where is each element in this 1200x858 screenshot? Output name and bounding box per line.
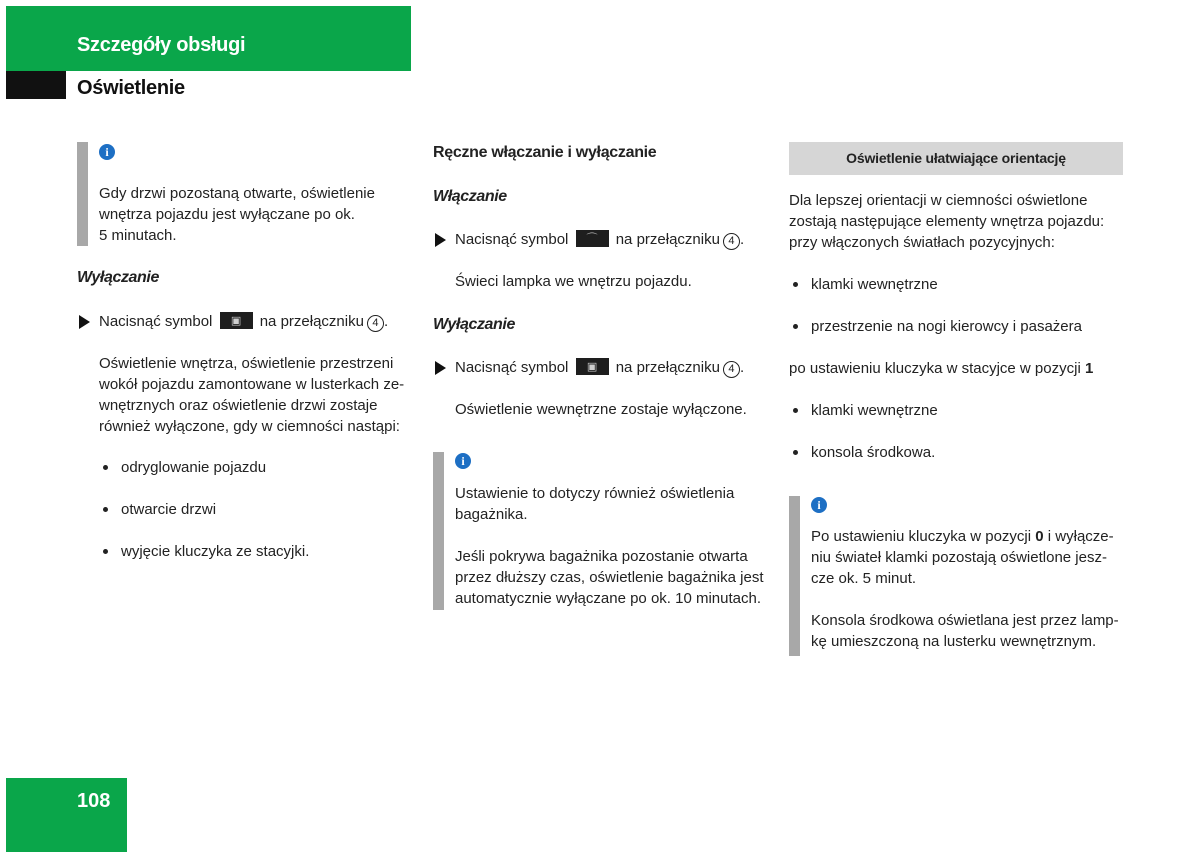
bullet-item: wyjęcie kluczyka ze stacyjki. [121,543,310,560]
bullet-item: przestrzenie na nogi kierowcy i pasażera [811,318,1082,335]
section-marker [6,71,66,99]
note-line: kę umieszczoną na lusterku wewnętrznym. [811,633,1097,650]
info-icon: i [99,144,115,160]
step-arrow-icon [435,233,446,247]
info-icon: i [455,453,471,469]
para-line: Oświetlenie wnętrza, oświetlenie przestrzeni [99,355,394,372]
note-line: Gdy drzwi pozostaną otwarte, oświetlenie [99,185,375,202]
bullet-item: klamki wewnętrzne [811,276,938,293]
step-arrow-icon [435,361,446,375]
bullet-dot [103,465,108,470]
subheading-off: Wyłączanie [433,316,515,333]
step-arrow-icon [79,315,90,329]
chapter-header [6,6,411,71]
note-bar [77,142,88,246]
page-number: 108 [77,790,111,812]
switch-number: 4 [367,315,384,332]
note-line: Po ustawieniu kluczyka w pozycji 0 i wyłącze- [811,528,1114,545]
section-title: Oświetlenie [77,77,185,99]
intro-line: zostają następujące elementy wnętrza pojazdu: [789,213,1105,230]
note-line: Konsola środkowa oświetlana jest przez lamp- [811,612,1119,629]
note-line: niu świateł klamki pozostają oświetlone jesz- [811,549,1107,566]
page-number-box [6,778,127,852]
switch-number: 4 [723,233,740,250]
bullet-item: konsola środkowa. [811,444,936,461]
door-light-off-icon: ▣ [576,358,609,375]
subheading-on: Włączanie [433,188,507,205]
note-line: przez dłuższy czas, oświetlenie bagażnika jest [455,569,764,586]
bullet-dot [793,282,798,287]
door-light-off-icon: ▣ [220,312,253,329]
switch-number: 4 [723,361,740,378]
bullet-item: klamki wewnętrzne [811,402,938,419]
manual-heading: Ręczne włączanie i wyłączanie [433,144,657,161]
info-icon: i [811,497,827,513]
note-line: wnętrza pojazdu jest wyłączane po ok. [99,206,355,223]
note-line: Jeśli pokrywa bagażnika pozostanie otwarta [455,548,748,565]
orientation-heading: Oświetlenie ułatwiające orientację [789,142,1123,175]
interior-light-on-icon: ⌒ [576,230,609,247]
step-on-text: Nacisnąć symbol ⌒ na przełączniku 4 . [455,231,745,248]
chapter-title: Szczegóły obsługi [77,34,246,56]
note-line: automatycznie wyłączane po ok. 10 minutach. [455,590,761,607]
bullet-dot [103,507,108,512]
para-line: wokół pojazdu zamontowane w lusterkach ze- [99,376,405,393]
result-on: Świeci lampka we wnętrzu pojazdu. [455,273,692,290]
step-off-text: Nacisnąć symbol ▣ na przełączniku 4 . [455,359,745,376]
note-line: bagażnika. [455,506,528,523]
note-bar [433,452,444,610]
intro-line: przy włączonych światłach pozycyjnych: [789,234,1055,251]
intro-line: Dla lepszej orientacji w ciemności oświetlone [789,192,1088,209]
bullet-item: odryglowanie pojazdu [121,459,267,476]
step-text: Nacisnąć symbol ▣ na przełączniku 4 . [99,313,389,330]
bullet-dot [793,450,798,455]
bullet-dot [793,324,798,329]
note-line: cze ok. 5 minut. [811,570,917,587]
para-line: również wyłączone, gdy w ciemności nastąpi: [99,418,400,435]
note-line: 5 minutach. [99,227,177,244]
note-line: Ustawienie to dotyczy również oświetlenia [455,485,735,502]
subheading-off: Wyłączanie [77,269,159,286]
para-line: wnętrznych oraz oświetlenie drzwi zostaje [99,397,378,414]
bullet-dot [103,549,108,554]
result-off: Oświetlenie wewnętrzne zostaje wyłączone. [455,401,747,418]
bullet-item: otwarcie drzwi [121,501,217,518]
note-bar [789,496,800,656]
bullet-dot [793,408,798,413]
key-position-text: po ustawieniu kluczyka w stacyjce w pozycji 1 [789,360,1094,377]
